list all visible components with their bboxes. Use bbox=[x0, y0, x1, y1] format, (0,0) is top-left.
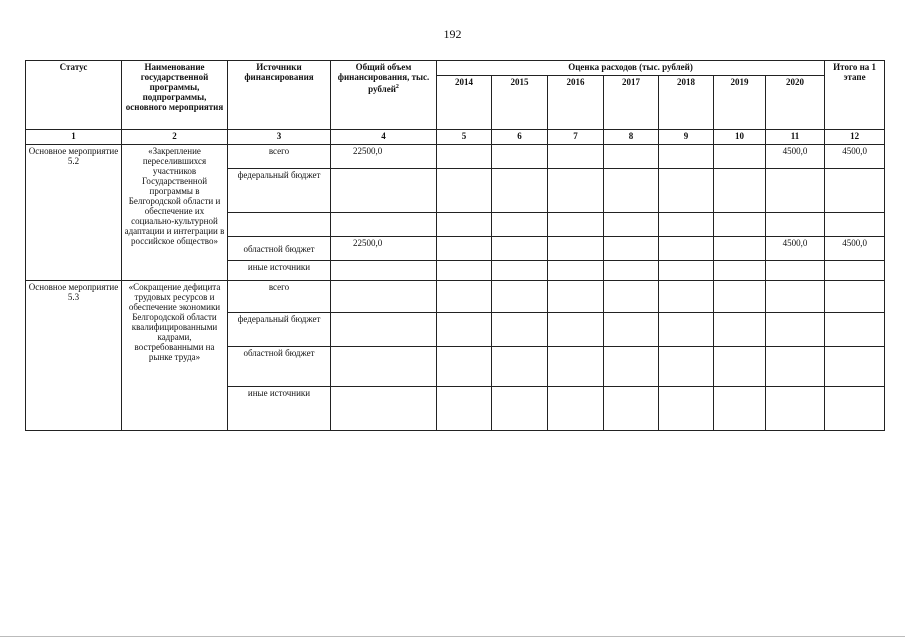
stage-total-cell bbox=[825, 261, 885, 281]
stage-total-cell bbox=[825, 169, 885, 213]
header-year: 2015 bbox=[492, 76, 548, 130]
source-cell: иные источники bbox=[228, 387, 331, 431]
header-sources: Источники финансирования bbox=[228, 61, 331, 130]
total-cell bbox=[331, 347, 437, 387]
column-number: 5 bbox=[437, 130, 492, 145]
header-year: 2014 bbox=[437, 76, 492, 130]
stage-total-cell bbox=[825, 281, 885, 313]
measure-name: «Сокращение дефицита трудовых ресурсов и обеспечение экономики Белгородской области квалифицированными кадрами, востребованными на рынке труда» bbox=[122, 281, 228, 431]
table-row bbox=[26, 281, 885, 313]
year-2020-cell bbox=[766, 313, 825, 347]
header-total-volume-note: 2 bbox=[395, 84, 399, 90]
column-number: 8 bbox=[604, 130, 659, 145]
column-number: 1 bbox=[26, 130, 122, 145]
column-number: 7 bbox=[548, 130, 604, 145]
header-year: 2019 bbox=[714, 76, 766, 130]
header-year: 2020 bbox=[766, 76, 825, 130]
column-number: 11 bbox=[766, 130, 825, 145]
column-number: 10 bbox=[714, 130, 766, 145]
header-year: 2016 bbox=[548, 76, 604, 130]
year-2020-cell: 4500,0 bbox=[766, 145, 825, 169]
column-number: 3 bbox=[228, 130, 331, 145]
total-cell bbox=[331, 281, 437, 313]
total-cell bbox=[331, 313, 437, 347]
measure-status: Основное мероприятие 5.2 bbox=[26, 145, 122, 281]
header-year: 2018 bbox=[659, 76, 714, 130]
stage-total-cell: 4500,0 bbox=[825, 237, 885, 261]
total-cell: 22500,0 bbox=[331, 237, 437, 261]
source-cell: областной бюджет bbox=[228, 237, 331, 261]
year-2020-cell bbox=[766, 261, 825, 281]
source-cell: всего bbox=[228, 145, 331, 169]
year-2020-cell bbox=[766, 347, 825, 387]
header-status: Статус bbox=[26, 61, 122, 130]
source-cell: областной бюджет bbox=[228, 347, 331, 387]
source-cell: всего bbox=[228, 281, 331, 313]
measure-name: «Закрепление переселившихся участников Государственной программы в Белгородской области и обеспечение их социально-культурной адаптации и интеграции в российское общество» bbox=[122, 145, 228, 281]
column-numbers-row bbox=[26, 130, 885, 145]
total-cell: 22500,0 bbox=[331, 145, 437, 169]
stage-total-cell bbox=[825, 347, 885, 387]
year-2020-cell bbox=[766, 281, 825, 313]
column-number: 6 bbox=[492, 130, 548, 145]
header-total-volume bbox=[331, 61, 437, 130]
total-cell bbox=[331, 387, 437, 431]
stage-total-cell bbox=[825, 387, 885, 431]
header-row bbox=[26, 61, 885, 76]
column-number: 9 bbox=[659, 130, 714, 145]
column-number: 2 bbox=[122, 130, 228, 145]
source-cell: федеральный бюджет bbox=[228, 313, 331, 347]
source-cell: иные источники bbox=[228, 261, 331, 281]
source-cell: федеральный бюджет bbox=[228, 169, 331, 213]
header-total-volume-text: Общий объем финансирования, тыс. рублей bbox=[337, 62, 430, 94]
header-year: 2017 bbox=[604, 76, 659, 130]
stage-total-cell: 4500,0 bbox=[825, 145, 885, 169]
stage-total-cell bbox=[825, 313, 885, 347]
column-number: 4 bbox=[331, 130, 437, 145]
year-2020-cell bbox=[766, 169, 825, 213]
header-estimate: Оценка расходов (тыс. рублей) bbox=[437, 61, 825, 76]
year-2020-cell: 4500,0 bbox=[766, 237, 825, 261]
scan-edge-line bbox=[0, 636, 905, 637]
budget-table bbox=[25, 60, 885, 431]
header-name: Наименование государственной программы, подпрограммы, основного мероприятия bbox=[122, 61, 228, 130]
measure-status: Основное мероприятие 5.3 bbox=[26, 281, 122, 431]
year-2020-cell bbox=[766, 387, 825, 431]
page-number: 192 bbox=[443, 27, 462, 41]
table-row bbox=[26, 145, 885, 169]
column-number: 12 bbox=[825, 130, 885, 145]
total-cell bbox=[331, 261, 437, 281]
header-stage-total: Итого на 1 этапе bbox=[825, 61, 885, 130]
total-cell bbox=[331, 169, 437, 213]
